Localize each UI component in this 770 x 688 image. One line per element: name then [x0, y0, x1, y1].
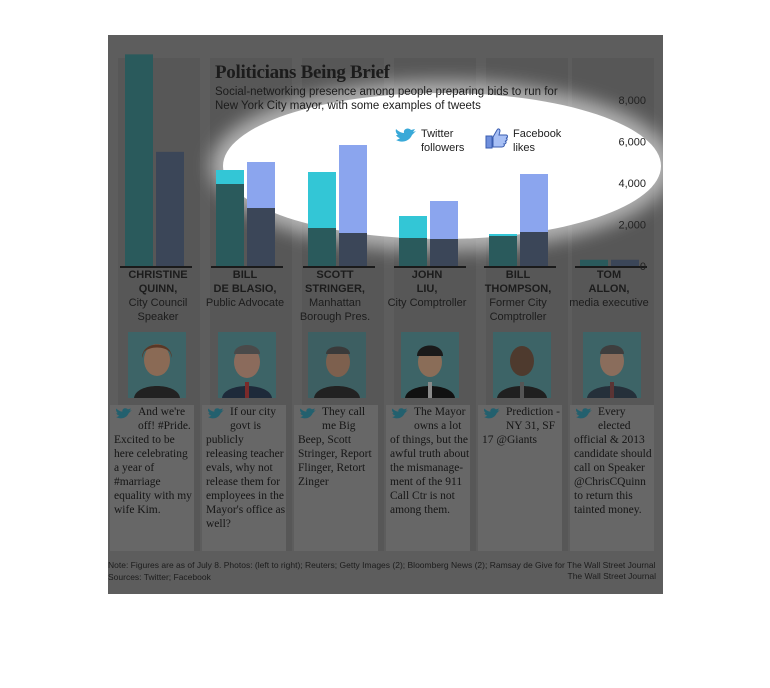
bar-highlight-segment: [308, 174, 336, 176]
bar-highlight-segment: [308, 202, 336, 204]
bar-highlight-segment: [430, 233, 458, 235]
tweet-card: [294, 405, 378, 551]
bar-highlight-segment: [308, 182, 336, 184]
bar-highlight-segment: [430, 219, 458, 221]
facebook-bar: [611, 260, 639, 266]
y-tick-label: 6,000: [618, 136, 646, 149]
person-name: THOMPSON,: [484, 283, 552, 295]
bar-highlight-segment: [247, 204, 275, 206]
legend-twitter: [395, 127, 471, 155]
bar-highlight-segment: [308, 212, 336, 214]
bar-highlight-segment: [308, 188, 336, 190]
bar-highlight-segment: [339, 209, 367, 211]
person-name: CHRISTINE: [128, 269, 188, 281]
bar-highlight-segment: [399, 226, 427, 228]
bar-highlight-segment: [520, 226, 548, 228]
bar-highlight-segment: [430, 237, 458, 239]
portrait-photo: [401, 332, 459, 398]
bar-highlight-segment: [430, 203, 458, 205]
portrait-photo: [308, 332, 366, 398]
person-label: [385, 268, 469, 310]
bar-highlight-segment: [308, 196, 336, 198]
tweet-card: [110, 405, 194, 551]
twitter-bird-icon: [298, 407, 318, 421]
bar-highlight-segment: [308, 216, 336, 218]
bar-highlight-segment: [399, 232, 427, 234]
bar-highlight-segment: [308, 220, 336, 222]
bar-highlight-segment: [520, 186, 548, 188]
tweet-text: And we're off! #Pride. Excited to be here celebrating a year of #marriage equality with my wife Kim.: [114, 406, 192, 516]
bar-highlight-segment: [520, 228, 548, 230]
bar-highlight-segment: [247, 176, 275, 178]
tweet-card: [386, 405, 470, 551]
bar-highlight-segment: [308, 184, 336, 186]
bar-highlight-segment: [399, 236, 427, 238]
bar-highlight-segment: [520, 220, 548, 222]
bar-highlight-segment: [520, 222, 548, 224]
person-label: [293, 268, 377, 324]
bar-highlight-segment: [339, 187, 367, 189]
bar-highlight-segment: [339, 229, 367, 231]
bar-highlight-segment: [308, 204, 336, 206]
portrait-photo: [218, 332, 276, 398]
bar-highlight-segment: [339, 215, 367, 217]
bar-highlight-segment: [308, 172, 336, 174]
bar-highlight-segment: [339, 231, 367, 233]
bar-highlight-segment: [430, 231, 458, 233]
twitter-bird-icon: [482, 407, 502, 421]
bar-highlight-segment: [216, 170, 244, 172]
bar-highlight-segment: [216, 176, 244, 178]
bar-highlight-segment: [339, 163, 367, 165]
bar-highlight-segment: [247, 186, 275, 188]
twitter-bar: [125, 54, 153, 266]
bar-highlight-segment: [520, 214, 548, 216]
bar-highlight-segment: [308, 180, 336, 182]
person-name: BILL: [505, 269, 531, 281]
bar-highlight-segment: [247, 190, 275, 192]
bar-highlight-segment: [247, 172, 275, 174]
person-role: City Comptroller: [387, 297, 467, 309]
bar-highlight-segment: [247, 202, 275, 204]
bar-highlight-segment: [520, 230, 548, 232]
tweet-text: If our city govt is publicly releasing teacher evals, why not release them for employees in the Mayor's office as well?: [206, 406, 286, 530]
bar-highlight-segment: [430, 217, 458, 219]
bar-highlight-segment: [247, 192, 275, 194]
bar-highlight-segment: [520, 206, 548, 208]
bar-highlight-segment: [216, 172, 244, 174]
bar-highlight-segment: [339, 211, 367, 213]
bar-highlight-segment: [339, 225, 367, 227]
bar-highlight-segment: [308, 192, 336, 194]
bar-highlight-segment: [339, 171, 367, 173]
bar-highlight-segment: [247, 196, 275, 198]
bar-highlight-segment: [399, 230, 427, 232]
bar-highlight-segment: [520, 176, 548, 178]
twitter-bar: [216, 171, 244, 266]
bar-highlight-segment: [339, 153, 367, 155]
bar-highlight-segment: [520, 198, 548, 200]
twitter-bird-icon: [390, 407, 410, 421]
bar-highlight-segment: [399, 222, 427, 224]
person-role: Public Advocate: [205, 297, 285, 309]
bar-highlight-segment: [339, 169, 367, 171]
person-label: [476, 268, 560, 324]
person-name: JOHN: [411, 269, 443, 281]
bar-highlight-segment: [308, 186, 336, 188]
person-name: TOM: [596, 269, 622, 281]
bar-highlight-segment: [308, 190, 336, 192]
legend-facebook-label: Facebook likes: [513, 128, 562, 154]
bar-highlight-segment: [430, 213, 458, 215]
bar-highlight-segment: [339, 197, 367, 199]
twitter-bird-icon: [395, 127, 417, 145]
legend-facebook: [485, 127, 565, 155]
bar-highlight-segment: [520, 174, 548, 176]
bar-highlight-segment: [339, 179, 367, 181]
person-name: LIU,: [416, 283, 438, 295]
person-label: [567, 268, 651, 310]
bar-highlight-segment: [430, 223, 458, 225]
bar-highlight-segment: [339, 157, 367, 159]
bar-highlight-segment: [308, 176, 336, 178]
bar-highlight-segment: [308, 178, 336, 180]
portrait-photo: [128, 332, 186, 398]
person-label: [116, 268, 200, 324]
bar-highlight-segment: [339, 181, 367, 183]
bar-highlight-segment: [308, 218, 336, 220]
bar-highlight-segment: [520, 218, 548, 220]
tweet-card: [570, 405, 654, 551]
bar-highlight-segment: [339, 147, 367, 149]
bar-highlight-segment: [308, 226, 336, 228]
bar-highlight-segment: [430, 207, 458, 209]
bar-highlight-segment: [308, 222, 336, 224]
bar-highlight-segment: [339, 183, 367, 185]
bar-highlight-segment: [339, 207, 367, 209]
bar-highlight-segment: [339, 185, 367, 187]
bar-highlight-segment: [430, 221, 458, 223]
bar-highlight-segment: [430, 229, 458, 231]
bar-highlight-segment: [339, 201, 367, 203]
bar-highlight-segment: [520, 184, 548, 186]
bar-highlight-segment: [339, 155, 367, 157]
bar-highlight-segment: [339, 221, 367, 223]
person-role: media executive: [569, 297, 649, 309]
bar-highlight-segment: [520, 196, 548, 198]
bar-highlight-segment: [339, 199, 367, 201]
bar-highlight-segment: [339, 223, 367, 225]
person-name: QUINN,: [138, 283, 178, 295]
twitter-bird-icon: [574, 407, 594, 421]
tweet-card: [478, 405, 562, 551]
bar-highlight-segment: [430, 205, 458, 207]
bar-highlight-segment: [247, 184, 275, 186]
bar-highlight-segment: [247, 194, 275, 196]
bar-highlight-segment: [339, 177, 367, 179]
portrait-photo: [583, 332, 641, 398]
bar-highlight-segment: [399, 234, 427, 236]
bar-highlight-segment: [339, 161, 367, 163]
chart-subtitle: Social-networking presence among people preparing bids to run for New York City mayor, with some examples of tweets: [215, 86, 558, 112]
bar-highlight-segment: [520, 204, 548, 206]
bar-highlight-segment: [339, 167, 367, 169]
bar-highlight-segment: [399, 228, 427, 230]
bar-highlight-segment: [339, 173, 367, 175]
bar-highlight-segment: [216, 174, 244, 176]
bar-highlight-segment: [247, 166, 275, 168]
bar-highlight-segment: [520, 200, 548, 202]
person-name: SCOTT: [316, 269, 354, 281]
bar-highlight-segment: [430, 209, 458, 211]
bar-highlight-segment: [308, 200, 336, 202]
twitter-bar: [489, 235, 517, 266]
bar-highlight-segment: [520, 212, 548, 214]
bar-highlight-segment: [247, 200, 275, 202]
bar-highlight-segment: [339, 149, 367, 151]
twitter-bird-icon: [114, 407, 134, 421]
bar-highlight-segment: [430, 211, 458, 213]
bar-highlight-segment: [247, 198, 275, 200]
person-role: Former City Comptroller: [489, 297, 547, 323]
bar-highlight-segment: [308, 214, 336, 216]
bar-highlight-segment: [520, 180, 548, 182]
chart-title: Politicians Being Brief: [215, 62, 390, 83]
y-tick-label: 2,000: [618, 219, 646, 232]
bar-highlight-segment: [308, 194, 336, 196]
bar-highlight-segment: [339, 203, 367, 205]
bar-highlight-segment: [247, 174, 275, 176]
bar-highlight-segment: [247, 188, 275, 190]
person-name: BILL: [232, 269, 258, 281]
bar-highlight-segment: [247, 162, 275, 164]
y-tick-label: 0: [639, 261, 646, 273]
bar-highlight-segment: [520, 182, 548, 184]
bar-highlight-segment: [339, 227, 367, 229]
bar-highlight-segment: [247, 168, 275, 170]
bar-highlight-segment: [520, 188, 548, 190]
facebook-bar: [156, 152, 184, 266]
person-name: ALLON,: [588, 283, 630, 295]
tweet-text: Prediction - NY 31, SF 17 @Giants: [482, 406, 560, 446]
bar-highlight-segment: [247, 180, 275, 182]
y-tick-label: 8,000: [618, 95, 646, 107]
publisher-credit: The Wall Street Journal: [567, 571, 656, 581]
bar-highlight-segment: [520, 178, 548, 180]
twitter-bar: [580, 260, 608, 266]
bar-highlight-segment: [489, 234, 517, 236]
tweet-text: Every elected official & 2013 candidate should call on Speaker @ChrisCQuinn to return this tainted money.: [574, 406, 652, 516]
person-label: [203, 268, 287, 310]
bar-highlight-segment: [339, 205, 367, 207]
photo-credits: Note: Figures are as of July 8. Photos: (left to right); Reuters; Getty Images (2); Bloomberg News (2); Ramsay de Give for The Wall Street Journal: [108, 560, 656, 570]
bar-highlight-segment: [430, 215, 458, 217]
tweet-card: [202, 405, 286, 551]
bar-highlight-segment: [339, 193, 367, 195]
bar-highlight-segment: [339, 145, 367, 147]
bar-highlight-segment: [339, 191, 367, 193]
bar-highlight-segment: [247, 164, 275, 166]
twitter-bird-icon: [206, 407, 226, 421]
portrait-photo: [493, 332, 551, 398]
bar-highlight-segment: [339, 159, 367, 161]
bar-highlight-segment: [520, 194, 548, 196]
bar-highlight-segment: [216, 180, 244, 182]
bar-highlight-segment: [247, 182, 275, 184]
bar-highlight-segment: [308, 210, 336, 212]
bar-highlight-segment: [399, 220, 427, 222]
bar-highlight-segment: [339, 165, 367, 167]
person-role: City Council Speaker: [128, 297, 188, 323]
bar-highlight-segment: [247, 206, 275, 208]
bar-highlight-segment: [247, 178, 275, 180]
bar-highlight-segment: [216, 178, 244, 180]
bar-highlight-segment: [520, 224, 548, 226]
chart-graphic: [108, 35, 663, 594]
bar-highlight-segment: [308, 208, 336, 210]
bar-highlight-segment: [339, 151, 367, 153]
person-role: Manhattan Borough Pres.: [299, 297, 371, 323]
bar-highlight-segment: [520, 202, 548, 204]
bar-highlight-segment: [216, 182, 244, 184]
bar-highlight-segment: [399, 224, 427, 226]
bar-highlight-segment: [308, 198, 336, 200]
bar-highlight-segment: [520, 192, 548, 194]
bar-highlight-segment: [339, 175, 367, 177]
tweet-text: The Mayor owns a lot of things, but the awful truth about the mismanage-ment of the 911 Call Ctr is not among them.: [390, 406, 470, 516]
tweet-text: They call me Big Beep, Scott Stringer, Report Flinger, Retort Zinger: [298, 406, 372, 488]
bar-highlight-segment: [430, 227, 458, 229]
bar-highlight-segment: [520, 216, 548, 218]
thumbs-up-icon: [485, 127, 509, 149]
bar-highlight-segment: [399, 218, 427, 220]
sources: Sources: Twitter; Facebook: [108, 572, 211, 582]
bar-highlight-segment: [308, 206, 336, 208]
bar-highlight-segment: [430, 225, 458, 227]
bar-highlight-segment: [430, 235, 458, 237]
bar-highlight-segment: [339, 219, 367, 221]
legend-twitter-label: Twitter followers: [421, 128, 465, 154]
bar-highlight-segment: [520, 210, 548, 212]
bar-highlight-segment: [247, 170, 275, 172]
y-tick-label: 4,000: [618, 178, 646, 190]
person-name: STRINGER,: [305, 283, 365, 295]
bar-highlight-segment: [520, 208, 548, 210]
bar-highlight-segment: [339, 189, 367, 191]
person-name: DE BLASIO,: [213, 283, 277, 295]
bar-highlight-segment: [430, 201, 458, 203]
bar-highlight-segment: [399, 216, 427, 218]
bar-highlight-segment: [339, 217, 367, 219]
bar-highlight-segment: [520, 190, 548, 192]
bar-highlight-segment: [339, 195, 367, 197]
bar-highlight-segment: [339, 213, 367, 215]
bar-highlight-segment: [308, 224, 336, 226]
